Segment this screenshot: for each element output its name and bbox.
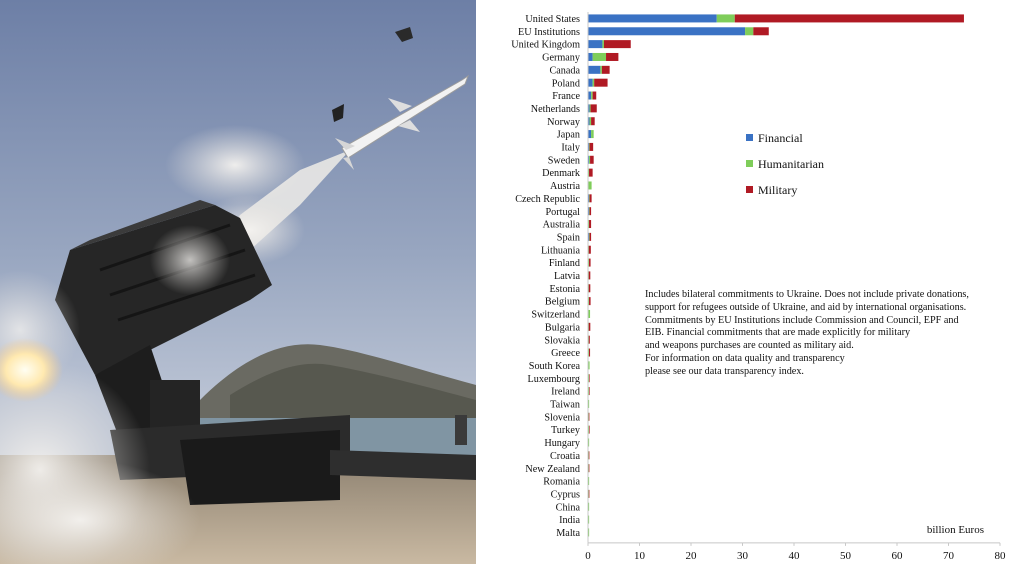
bar-segment <box>589 169 590 177</box>
bar-segment <box>588 66 600 74</box>
category-label: Netherlands <box>530 103 580 115</box>
bar-segment <box>589 194 590 202</box>
category-label: Spain <box>556 232 580 244</box>
bar-segment <box>589 169 593 177</box>
category-label: Japan <box>556 129 580 141</box>
bar-segment <box>594 79 607 87</box>
chart-note <box>645 289 995 379</box>
bar-segment <box>589 349 590 357</box>
category-label: Luxembourg <box>527 373 580 385</box>
x-tick-label: 80 <box>994 549 1006 562</box>
x-tick-label: 60 <box>891 549 903 562</box>
category-label: Croatia <box>550 450 580 462</box>
bar-segment <box>589 413 590 421</box>
category-label: Italy <box>561 142 580 154</box>
bar-segment <box>591 104 597 112</box>
bar-segment <box>591 92 593 100</box>
category-label: Malta <box>556 528 580 540</box>
legend-label: Military <box>758 183 798 197</box>
note-line: Includes bilateral commitments to Ukraine. Does not include private donations, <box>645 289 969 300</box>
category-label: Switzerland <box>531 309 580 321</box>
legend-label: Humanitarian <box>758 157 824 171</box>
category-label: Sweden <box>547 155 580 167</box>
category-label: Portugal <box>545 206 580 218</box>
bar-segment <box>589 246 591 254</box>
category-label: Turkey <box>550 425 580 437</box>
category-label: France <box>552 91 580 103</box>
bar-segment <box>593 92 597 100</box>
bar-segment <box>590 143 594 151</box>
note-line: EIB. Financial commitments that are made explicitly for military <box>645 327 911 339</box>
category-label: Australia <box>542 219 580 231</box>
bar-segment <box>589 181 592 189</box>
bar-segment <box>589 297 590 305</box>
legend-swatch <box>746 186 753 193</box>
bar-segment <box>588 40 602 48</box>
bar-segment <box>589 284 591 292</box>
bar-segment <box>589 349 590 357</box>
bar-segment <box>745 27 753 35</box>
bar-segment <box>588 53 593 61</box>
category-label: Austria <box>550 181 580 193</box>
x-tick-label: 50 <box>840 549 851 562</box>
legend-label: Financial <box>758 131 803 145</box>
bar-segment <box>590 233 592 241</box>
legend-swatch <box>746 134 753 141</box>
bar-segment <box>589 220 591 228</box>
category-label: Czech Republic <box>515 193 580 205</box>
bar-segment <box>589 220 590 228</box>
bar-segment <box>588 27 745 35</box>
bar-segment <box>590 117 592 125</box>
category-label: Lithuania <box>540 245 580 257</box>
bar-segment <box>590 104 591 112</box>
bar-segment <box>589 323 591 331</box>
bar-segment <box>590 156 594 164</box>
category-label: Taiwan <box>550 399 580 411</box>
bar-segment <box>589 310 591 318</box>
bar-segment <box>589 374 590 382</box>
category-label: Hungary <box>544 438 580 450</box>
category-label: Germany <box>542 52 580 64</box>
category-label: Poland <box>551 78 580 90</box>
bar-segment <box>588 14 717 22</box>
bar-segment <box>589 387 590 395</box>
x-tick-label: 0 <box>585 549 591 562</box>
category-label: Norway <box>547 116 580 128</box>
note-line: For information on data quality and transparency <box>645 352 845 364</box>
bar-segment <box>589 259 590 267</box>
bar-segment <box>589 438 590 446</box>
bar-segment <box>753 27 768 35</box>
category-label: United Kingdom <box>511 39 580 51</box>
bar-segment <box>590 194 592 202</box>
bar-segment <box>589 297 591 305</box>
category-label: Romania <box>543 476 580 488</box>
bar-segment <box>735 14 964 22</box>
legend-swatch <box>746 160 753 167</box>
bar-segment <box>593 79 595 87</box>
bar-segment <box>602 40 604 48</box>
category-label: United States <box>525 14 580 26</box>
bar-segment <box>593 53 606 61</box>
bar-segment <box>589 490 590 498</box>
bar-segment <box>589 516 590 524</box>
bar-segment <box>602 66 610 74</box>
bar-segment <box>590 207 592 215</box>
aid-commitments-chart <box>476 0 1024 564</box>
category-label: Estonia <box>549 283 580 295</box>
category-label: Slovenia <box>544 412 580 424</box>
category-label: Bulgaria <box>544 322 580 334</box>
bar-segment <box>589 387 590 395</box>
category-label: South Korea <box>528 360 580 372</box>
note-line: Commitments by EU Institutions include Commission and Council, EPF and <box>645 314 959 326</box>
bar-segment <box>589 259 591 267</box>
category-label: India <box>559 515 580 527</box>
bar-segment <box>589 336 590 344</box>
category-label: Finland <box>548 258 580 270</box>
bar-segment <box>589 233 590 241</box>
category-label: EU Institutions <box>518 26 580 38</box>
category-label: Slovakia <box>544 335 580 347</box>
bar-segment <box>589 207 590 215</box>
missile-launch-photo <box>0 0 476 564</box>
bar-segment <box>589 426 590 434</box>
category-label: Cyprus <box>550 489 580 501</box>
category-label: Canada <box>549 65 580 77</box>
x-tick-label: 70 <box>943 549 954 562</box>
bar-segment <box>589 400 590 408</box>
bar-segment <box>589 426 590 434</box>
x-tick-label: 40 <box>788 549 800 562</box>
bar-segment <box>589 451 590 459</box>
bar-segment <box>589 503 590 511</box>
bar-segment <box>589 361 590 369</box>
bar-segment <box>717 14 735 22</box>
bar-segment <box>589 143 590 151</box>
category-label: New Zealand <box>525 463 580 475</box>
category-label: Greece <box>551 348 580 360</box>
bar-segment <box>591 130 594 138</box>
x-axis-title: billion Euros <box>926 523 984 536</box>
bar-segment <box>604 40 631 48</box>
bar-segment <box>588 79 593 87</box>
x-tick-label: 10 <box>634 549 645 562</box>
category-label: China <box>555 502 580 514</box>
bar-segment <box>589 464 590 472</box>
bar-segment <box>600 66 602 74</box>
note-line: and weapons purchases are counted as military aid. <box>645 340 854 352</box>
category-label: Latvia <box>553 271 580 283</box>
x-tick-label: 30 <box>737 549 748 562</box>
note-line: support for refugees outside of Ukraine, and aid by international organisations. <box>645 301 967 313</box>
category-label: Belgium <box>544 296 580 308</box>
note-line: please see our data transparency index. <box>645 365 804 377</box>
bar-segment <box>591 117 595 125</box>
bar-segment <box>589 477 590 485</box>
x-tick-label: 20 <box>685 549 697 562</box>
bar-segment <box>589 156 590 164</box>
bar-segment <box>589 528 590 536</box>
category-label: Ireland <box>551 386 580 398</box>
category-label: Denmark <box>542 168 580 180</box>
bar-segment <box>589 271 591 279</box>
bar-segment <box>589 374 590 382</box>
bar-segment <box>606 53 618 61</box>
